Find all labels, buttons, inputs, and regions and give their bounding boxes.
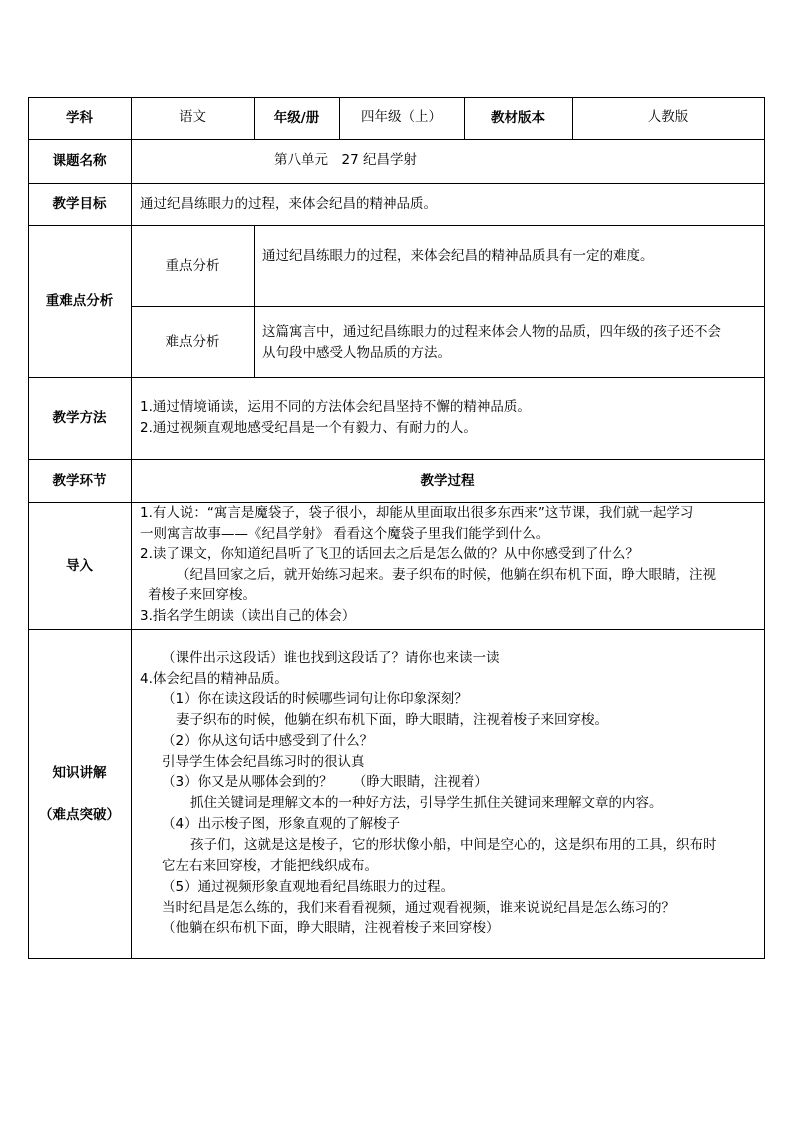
knowledge-line: 抓住关键词是理解文本的一种好方法，引导学生抓住关键词来理解文章的内容。 (190, 795, 663, 811)
knowledge-line: 4.体会纪昌的精神品质。 (140, 670, 288, 687)
row-divider (28, 377, 765, 378)
knowledge-line: 孩子们，这就是这是梭子，它的形状像小船，中间是空心的，这是织布用的工具，织布时 (190, 837, 717, 853)
goal-label: 教学目标 (52, 196, 107, 212)
intro-label: 导入 (66, 557, 93, 574)
hard-analysis-text-line1: 这篇寓言中，通过纪昌练眼力的过程来体会人物的品质，四年级的孩子还不会 (262, 324, 721, 340)
knowledge-sublabel: （难点突破） (39, 807, 120, 823)
row-divider (28, 629, 765, 630)
lesson-label: 课题名称 (52, 153, 107, 169)
row-divider (28, 139, 765, 140)
method-line: 1.通过情境诵读，运用不同的方法体会纪昌坚持不懈的精神品质。 (140, 399, 531, 415)
knowledge-line: （1）你在读这段话的时候哪些词句让你印象深刻？ (162, 691, 468, 707)
subject-label: 学科 (66, 110, 93, 126)
intro-line: （纪昌回家之后，就开始练习起来。妻子织布的时候，他躺在织布机下面，睁大眼睛，注视 (176, 566, 716, 583)
knowledge-line: （4）出示梭子图，形象直观的了解梭子 (162, 816, 401, 832)
knowledge-line: （5）通过视频形象直观地看纪昌练眼力的过程。 (162, 879, 455, 895)
knowledge-line: （课件出示这段话）谁也找到这段话了？请你也来读一读 (162, 650, 500, 666)
table-border-bottom (28, 958, 765, 959)
intro-line: 1.有人说：“寓言是魔袋子，袋子很小，却能从里面取出很多东西来”这节课，我们就一起学习 (140, 505, 694, 521)
knowledge-line: （他躺在织布机下面，睁大眼睛，注视着梭子来回穿梭） (162, 920, 500, 936)
knowledge-line: 妻子织布的时候，他躺在织布机下面，睁大眼睛，注视着梭子来回穿梭。 (176, 712, 608, 728)
goal-text: 通过纪昌练眼力的过程，来体会纪昌的精神品质。 (140, 196, 437, 212)
hard-analysis-label: 难点分析 (165, 333, 220, 350)
edition-value: 人教版 (647, 109, 689, 125)
intro-line: 2.读了课文，你知道纪昌听了飞卫的话回去之后是怎么做的？从中你感受到了什么？ (140, 546, 639, 562)
lesson-title: 第八单元 27 纪昌学射 (274, 152, 417, 168)
key-analysis-label: 重点分析 (165, 257, 220, 274)
intro-line: 着梭子来回穿梭。 (148, 587, 256, 603)
intro-line: 一则寓言故事——《纪昌学射》 看看这个魔袋子里我们能学到什么。 (140, 525, 550, 542)
analysis-label: 重难点分析 (45, 293, 114, 309)
process-header: 教学过程 (420, 472, 475, 489)
method-label: 教学方法 (52, 410, 107, 426)
edition-label: 教材版本 (491, 110, 545, 126)
table-border-right (764, 97, 765, 959)
column-divider (254, 225, 255, 377)
row-divider (28, 183, 765, 184)
knowledge-line: 当时纪昌是怎么练的，我们来看看视频，通过观看视频，谁来说说纪昌是怎么练习的？ (162, 900, 675, 916)
intro-line: 3.指名学生朗读（读出自己的体会） (140, 607, 356, 624)
knowledge-line: （2）你从这句话中感受到了什么？ (162, 733, 374, 749)
knowledge-line: （3）你又是从哪体会到的？ （睁大眼睛，注视着） (162, 774, 488, 790)
knowledge-label: 知识讲解 (52, 765, 107, 781)
knowledge-line: 它左右来回穿梭，才能把线织成布。 (162, 858, 378, 874)
grade-label: 年级/册 (273, 110, 320, 126)
hard-analysis-text-line2: 从句段中感受人物品质的方法。 (262, 345, 451, 361)
stage-header: 教学环节 (52, 472, 107, 489)
grade-value: 四年级（上） (361, 109, 442, 125)
key-analysis-text: 通过纪昌练眼力的过程，来体会纪昌的精神品质具有一定的难度。 (262, 248, 654, 264)
knowledge-line: 引导学生体会纪昌练习时的很认真 (162, 753, 365, 770)
subject-value: 语文 (179, 109, 206, 125)
method-line: 2.通过视频直观地感受纪昌是一个有毅力、有耐力的人。 (140, 420, 477, 436)
